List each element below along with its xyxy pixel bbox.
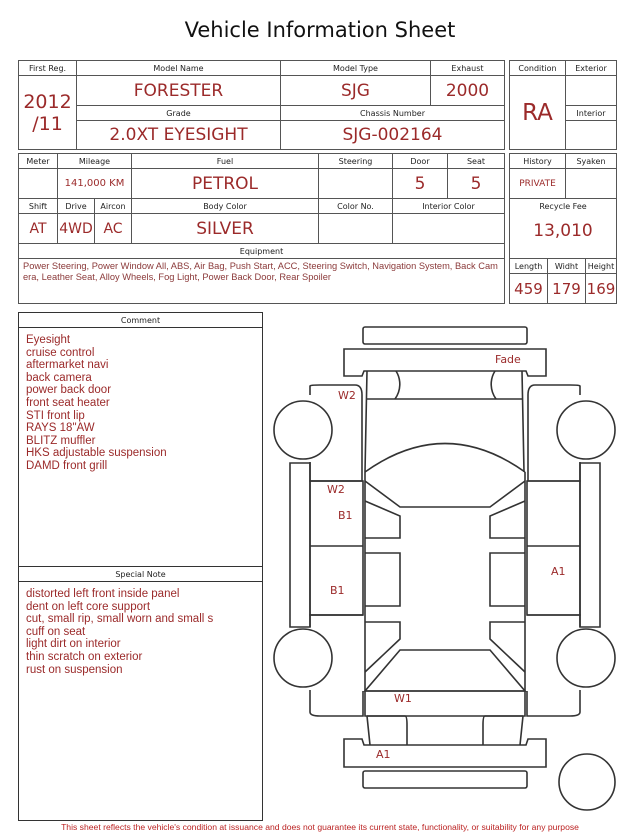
exhaust-label: Exhaust [430, 60, 505, 76]
meter-label: Meter [18, 153, 58, 169]
quarter-windows [365, 622, 525, 672]
fuel-value: PETROL [131, 168, 319, 199]
special-note-line: thin scratch on exterior [26, 650, 143, 663]
comment-line: power back door [26, 384, 112, 397]
right-doors [527, 481, 580, 615]
spare-wheel [559, 754, 615, 810]
model-type-value: SJG [280, 75, 431, 106]
steering-label: Steering [318, 153, 393, 169]
seat-value: 5 [447, 168, 505, 199]
special-note-line: dent on left core support [26, 600, 151, 613]
trunk [367, 716, 523, 745]
shift-value: AT [18, 213, 58, 244]
damage-mark: W1 [394, 692, 412, 705]
comment-line: aftermarket navi [26, 359, 109, 372]
comment-line: DAMD front grill [26, 459, 108, 472]
recycle-fee-label: Recycle Fee [539, 202, 587, 211]
right-front-wheel [557, 401, 615, 459]
left-rear-wheel [274, 629, 332, 687]
color-no-label: Color No. [318, 198, 393, 214]
comment-label: Comment [18, 312, 263, 328]
body-color-value: SILVER [131, 213, 319, 244]
width-label: Widht [547, 258, 586, 274]
special-note-line: rust on suspension [26, 663, 123, 676]
width-value: 179 [547, 273, 586, 304]
special-note-line: cuff on seat [26, 625, 86, 638]
comment-line: Eyesight [26, 334, 71, 346]
recycle-fee-value: 13,010 [533, 221, 593, 241]
interior-color-label: Interior Color [392, 198, 505, 214]
comment-line: back camera [26, 371, 92, 384]
special-note-line: cut, small rip, small worn and small s [26, 613, 214, 626]
headlights [395, 371, 496, 399]
syaken-label: Syaken [565, 153, 617, 169]
model-name-label: Model Name [76, 60, 281, 76]
damage-mark: W2 [327, 483, 345, 496]
condition-value: RA [509, 75, 566, 150]
grade-label: Grade [76, 105, 281, 121]
damage-mark: Fade [495, 353, 521, 366]
comment-line: STI front lip [26, 409, 85, 422]
exterior-label: Exterior [565, 60, 617, 76]
history-value: PRIVATE [509, 168, 566, 199]
right-rear-fender [527, 615, 580, 716]
body-color-label: Body Color [131, 198, 319, 214]
height-label: Height [585, 258, 617, 274]
model-type-label: Model Type [280, 60, 431, 76]
height-value: 169 [585, 273, 617, 304]
comment-line: cruise control [26, 346, 95, 359]
comment-line: RAYS 18"AW [26, 422, 95, 435]
condition-label: Condition [509, 60, 566, 76]
front-bumper-top [363, 327, 527, 344]
windshield [365, 444, 525, 473]
comment-line: HKS adjustable suspension [26, 447, 167, 460]
fuel-label: Fuel [131, 153, 319, 169]
drive-value: 4WD [57, 213, 95, 244]
left-front-wheel [274, 401, 332, 459]
door-label: Door [392, 153, 448, 169]
comment-line: BLITZ muffler [26, 434, 96, 447]
equipment-label: Equipment [18, 243, 505, 259]
exhaust-value: 2000 [430, 75, 505, 106]
seat-label: Seat [447, 153, 505, 169]
special-note-line: distorted left front inside panel [26, 588, 180, 600]
aircon-value: AC [94, 213, 132, 244]
length-value: 459 [509, 273, 548, 304]
rear-bumper [344, 739, 546, 767]
damage-mark: W2 [338, 389, 356, 402]
special-note-line: light dirt on interior [26, 638, 121, 651]
length-label: Length [509, 258, 548, 274]
model-name-value: FORESTER [76, 75, 281, 106]
chassis-value: SJG-002164 [280, 120, 505, 150]
door-value: 5 [392, 168, 448, 199]
roof-front [365, 481, 525, 507]
equipment-value: Power Steering, Power Window All, ABS, Air Bag, Push Start, ACC, Steering Switch, Navigation System, Back Camera, Leather Seat, Alloy Wheels, Fog Light, Power Back Door, Rear Spoiler [18, 258, 505, 304]
chassis-label: Chassis Number [280, 105, 505, 121]
rear-window [365, 650, 525, 691]
mileage-value: 141,000 KM [57, 168, 132, 199]
right-rear-wheel [557, 629, 615, 687]
interior-label: Interior [565, 105, 617, 121]
page-title: Vehicle Information Sheet [184, 18, 456, 42]
first-reg-label: First Reg. [18, 60, 77, 76]
drive-label: Drive [57, 198, 95, 214]
damage-mark: B1 [330, 584, 345, 597]
comment-line: front seat heater [26, 396, 110, 409]
mileage-label: Mileage [57, 153, 132, 169]
grade-value: 2.0XT EYESIGHT [76, 120, 281, 150]
first-reg-value: 2012 /11 [18, 75, 77, 150]
rear-windows [365, 553, 525, 606]
disclaimer-footer: This sheet reflects the vehicle's condition at issuance and does not guarantee its current state, functionality, or suitability for any purpose [61, 822, 579, 832]
right-front-fender [528, 385, 580, 481]
special-note-label: Special Note [18, 566, 263, 582]
left-rear-fender [310, 615, 363, 716]
damage-mark: A1 [551, 565, 566, 578]
body-sides [365, 472, 525, 716]
damage-mark: B1 [338, 509, 353, 522]
history-label: History [509, 153, 566, 169]
aircon-label: Aircon [94, 198, 132, 214]
shift-label: Shift [18, 198, 58, 214]
damage-mark: A1 [376, 748, 391, 761]
rear-bumper-bottom [363, 771, 527, 788]
